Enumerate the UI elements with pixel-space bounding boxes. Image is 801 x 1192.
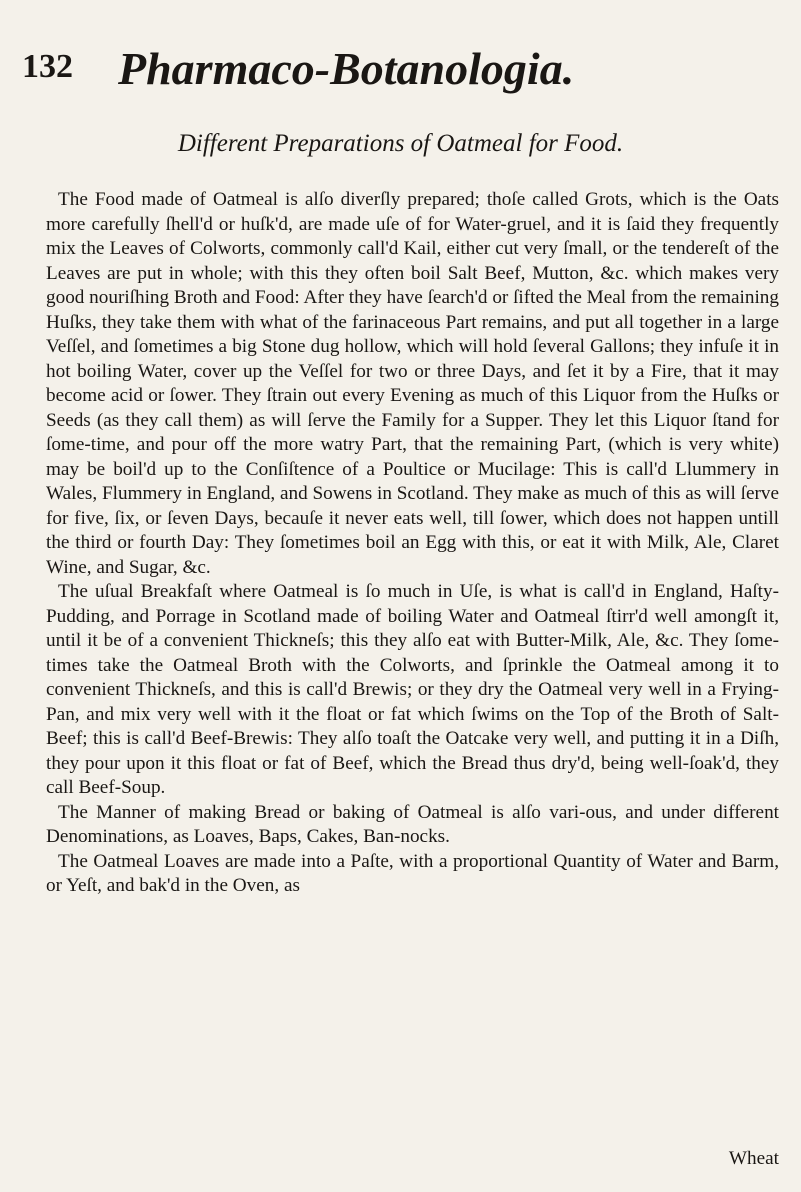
catchword: Wheat	[728, 1148, 779, 1169]
paragraph-breakfast: The uſual Breakfaſt where Oatmeal is ſo much in Uſe, is what is call'd in England, Haſty-Pudding, and Porrage in Scotland made of boiling Water and Oatmeal ſtirr'd well amongſt it, until it be of a convenient Thickneſs; this they alſo eat with Butter-Milk, Ale, &c. They ſome-times take the Oatmeal Broth with the Colworts, and ſprinkle the Oatmeal among it to convenient Thickneſs, and this is call'd Brewis; or they dry the Oatmeal very well in a Frying-Pan, and mix very well with it the float or fat which ſwims on the Top of the Broth of Salt-Beef; this is call'd Beef-Brewis: They alſo toaſt the Oatcake very well, and putting it in a Diſh, they pour upon it this float or fat of Beef, which the Bread thus dry'd, being well-ſoak'd, they call Beef-Soup.	[46, 581, 779, 798]
running-title: Pharmaco-Botanologia.	[118, 43, 575, 94]
paragraph-grots: The Food made of Oatmeal is alſo diverſly prepared; thoſe called Grots, which is the Oats more carefully ſhell'd or huſk'd, are made uſe of for Water-gruel, and it is ſaid they frequently mix the Leaves of Colworts, commonly call'd Kail, either cut very ſmall, or the tendereſt of the Leaves are put in whole; with this they often boil Salt Beef, Mutton, &c. which makes very good nouriſhing Broth and Food: After they have ſearch'd or ſifted the Meal from the remaining Huſks, they take them with what of the farinaceous Part remains, and put all together in a large Veſſel, and ſometimes a big Stone dug hollow, which will hold ſeveral Gallons; they infuſe it in hot boiling Water, cover up the Veſſel for two or three Days, and ſet it by a Fire, that it may become acid or ſower. They ſtrain out every Evening as much of this Liquor from the Huſks or Seeds (as they call them) as will ſerve the Family for a Supper. They let this Liquor ſtand for ſome-time, and pour off the more watry Part, that the remaining Part, (which is very white) may be boil'd up to the Conſiſtence of a Poultice or Mucilage: This is call'd Llummery in Wales, Flummery in England, and Sowens in Scotland. They make as much of this as will ſerve for five, ſix, or ſeven Days, becauſe it never eats well, till ſower, which does not happen untill the third or fourth Day: They ſometimes boil an Egg with this, or eat it with Milk, Ale, Claret Wine, and Sugar, &c.	[46, 189, 779, 578]
paragraph-bread: The Manner of making Bread or baking of Oatmeal is alſo vari-ous, and under different Denominations, as Loaves, Baps, Cakes, Ban-nocks.	[46, 801, 779, 847]
section-heading: Different Preparations of Oatmeal for Food.	[177, 130, 624, 157]
paragraph-loaves: The Oatmeal Loaves are made into a Paſte, with a proportional Quantity of Water and Barm, or Yeſt, and bak'd in the Oven, as	[46, 850, 779, 896]
body-text	[46, 188, 779, 899]
page-number: 132	[22, 48, 73, 85]
page-header	[22, 42, 781, 102]
